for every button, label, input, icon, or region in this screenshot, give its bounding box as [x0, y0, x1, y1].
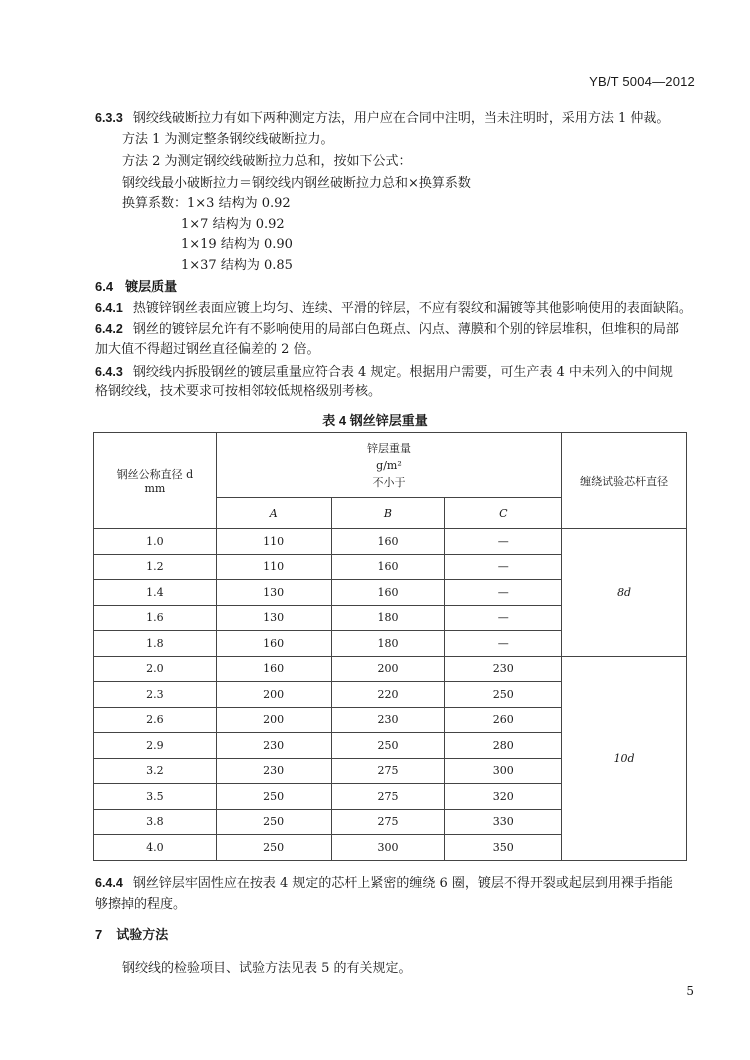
grade-c-cell: 250 — [445, 682, 562, 708]
clause-text: 钢绞线破断拉力有如下两种测定方法，用户应在合同中注明，当未注明时，采用方法 1 仲裁。 — [132, 111, 670, 126]
grade-a-cell: 230 — [216, 758, 331, 784]
clause-text: 钢绞线内拆股钢丝的镀层重量应符合表 4 规定。根据用户需要，可生产表 4 中未列入的中间规 — [132, 365, 673, 380]
clause-6-4-3-continued: 格钢绞线，技术要求可按相邻较低规格级别考核。 — [95, 384, 382, 399]
diameter-header-unit: mm — [144, 482, 166, 495]
clause-6-4-4 — [95, 873, 673, 894]
table-row — [94, 529, 687, 555]
grade-b-cell: 275 — [331, 758, 445, 784]
diameter-header — [94, 433, 217, 529]
grade-c-cell: 350 — [445, 835, 562, 861]
grade-c-cell: — — [445, 529, 562, 555]
zinc-weight-header-label: 锌层重量 — [366, 441, 411, 455]
section-number: 7 — [95, 927, 103, 942]
grade-b-cell: 250 — [331, 733, 445, 759]
clause-number: 6.4.1 — [95, 301, 123, 315]
grade-c-cell: — — [445, 554, 562, 580]
table-caption: 表 4 钢丝锌层重量 — [322, 413, 428, 428]
grade-c-cell: — — [445, 631, 562, 657]
diameter-cell: 4.0 — [94, 835, 217, 861]
section-title: 镀层质量 — [125, 279, 178, 294]
diameter-cell: 2.0 — [94, 656, 217, 682]
method-1-text: 方法 1 为测定整条钢绞线破断拉力。 — [122, 132, 334, 147]
grade-b-cell: 180 — [331, 605, 445, 631]
clause-6-4-3 — [95, 362, 673, 383]
diameter-header-label: 钢丝公称直径 d — [116, 468, 194, 481]
coefficient-line-1: 换算系数：1×3 结构为 0.92 — [122, 196, 291, 211]
zinc-weight-header-unit: g/m² — [376, 458, 402, 472]
grade-a-cell: 160 — [216, 631, 331, 657]
diameter-cell: 3.2 — [94, 758, 217, 784]
clause-6-4-1 — [95, 298, 692, 319]
clause-number: 6.4.2 — [95, 322, 123, 336]
grade-c-header: C — [445, 498, 562, 529]
section-7-text: 钢绞线的检验项目、试验方法见表 5 的有关规定。 — [122, 961, 412, 976]
grade-b-cell: 160 — [331, 554, 445, 580]
section-title: 试验方法 — [116, 927, 169, 942]
clause-6-4-2-continued: 加大值不得超过钢丝直径偏差的 2 倍。 — [95, 342, 320, 357]
grade-b-cell: 160 — [331, 529, 445, 555]
grade-a-cell: 230 — [216, 733, 331, 759]
grade-c-cell: 280 — [445, 733, 562, 759]
grade-b-header: B — [331, 498, 445, 529]
zinc-weight-header-qualifier: 不小于 — [372, 475, 406, 489]
page-number: 5 — [686, 984, 694, 998]
diameter-cell: 2.6 — [94, 707, 217, 733]
grade-b-cell: 220 — [331, 682, 445, 708]
coefficient-line-2: 1×7 结构为 0.92 — [181, 217, 285, 232]
grade-a-header: A — [216, 498, 331, 529]
table-row — [94, 656, 687, 682]
grade-c-cell: 260 — [445, 707, 562, 733]
grade-a-cell: 130 — [216, 605, 331, 631]
diameter-cell: 1.0 — [94, 529, 217, 555]
diameter-cell: 1.8 — [94, 631, 217, 657]
standard-code: YB/T 5004—2012 — [589, 74, 695, 89]
diameter-cell: 1.2 — [94, 554, 217, 580]
grade-a-cell: 250 — [216, 835, 331, 861]
clause-6-3-3 — [95, 108, 669, 129]
mandrel-header: 缠绕试验芯杆直径 — [562, 433, 687, 529]
grade-a-cell: 110 — [216, 529, 331, 555]
grade-c-cell: 230 — [445, 656, 562, 682]
section-6-4-heading — [95, 277, 177, 297]
grade-a-cell: 200 — [216, 707, 331, 733]
grade-b-cell: 230 — [331, 707, 445, 733]
diameter-cell: 3.8 — [94, 809, 217, 835]
table-header-row — [94, 433, 687, 498]
grade-a-cell: 160 — [216, 656, 331, 682]
clause-number: 6.4.3 — [95, 365, 123, 379]
grade-a-cell: 250 — [216, 809, 331, 835]
grade-c-cell: 330 — [445, 809, 562, 835]
grade-c-cell: — — [445, 580, 562, 606]
diameter-cell: 1.6 — [94, 605, 217, 631]
diameter-cell: 2.9 — [94, 733, 217, 759]
diameter-cell: 3.5 — [94, 784, 217, 810]
clause-6-4-4-continued: 够擦掉的程度。 — [95, 897, 187, 912]
grade-b-cell: 300 — [331, 835, 445, 861]
grade-a-cell: 130 — [216, 580, 331, 606]
grade-a-cell: 110 — [216, 554, 331, 580]
coefficient-line-3: 1×19 结构为 0.90 — [181, 237, 293, 252]
clause-text: 热镀锌钢丝表面应镀上均匀、连续、平滑的锌层，不应有裂纹和漏镀等其他影响使用的表面缺陷。 — [132, 301, 692, 316]
grade-a-cell: 200 — [216, 682, 331, 708]
grade-a-cell: 250 — [216, 784, 331, 810]
zinc-weight-header — [216, 433, 561, 498]
diameter-cell: 2.3 — [94, 682, 217, 708]
grade-b-cell: 200 — [331, 656, 445, 682]
grade-c-cell: — — [445, 605, 562, 631]
zinc-weight-table — [93, 432, 687, 861]
formula-text: 钢绞线最小破断拉力＝钢绞线内钢丝破断拉力总和×换算系数 — [122, 176, 471, 191]
grade-c-cell: 300 — [445, 758, 562, 784]
grade-b-cell: 160 — [331, 580, 445, 606]
section-number: 6.4 — [95, 279, 114, 294]
clause-6-4-2 — [95, 319, 679, 340]
method-2-text: 方法 2 为测定钢绞线破断拉力总和，按如下公式： — [122, 154, 412, 169]
section-7-heading — [95, 925, 168, 945]
grade-c-cell: 320 — [445, 784, 562, 810]
clause-text: 钢丝的镀锌层允许有不影响使用的局部白色斑点、闪点、薄膜和个别的锌层堆积，但堆积的局部 — [132, 322, 679, 337]
coefficient-line-4: 1×37 结构为 0.85 — [181, 258, 293, 273]
mandrel-cell: 8d — [562, 529, 687, 657]
grade-b-cell: 275 — [331, 784, 445, 810]
grade-b-cell: 275 — [331, 809, 445, 835]
mandrel-cell: 10d — [562, 656, 687, 860]
clause-number: 6.4.4 — [95, 876, 123, 890]
diameter-cell: 1.4 — [94, 580, 217, 606]
grade-b-cell: 180 — [331, 631, 445, 657]
clause-text: 钢丝锌层牢固性应在按表 4 规定的芯杆上紧密的缠绕 6 圈，镀层不得开裂或起层到用裸手指能 — [132, 876, 673, 891]
clause-number: 6.3.3 — [95, 111, 123, 125]
